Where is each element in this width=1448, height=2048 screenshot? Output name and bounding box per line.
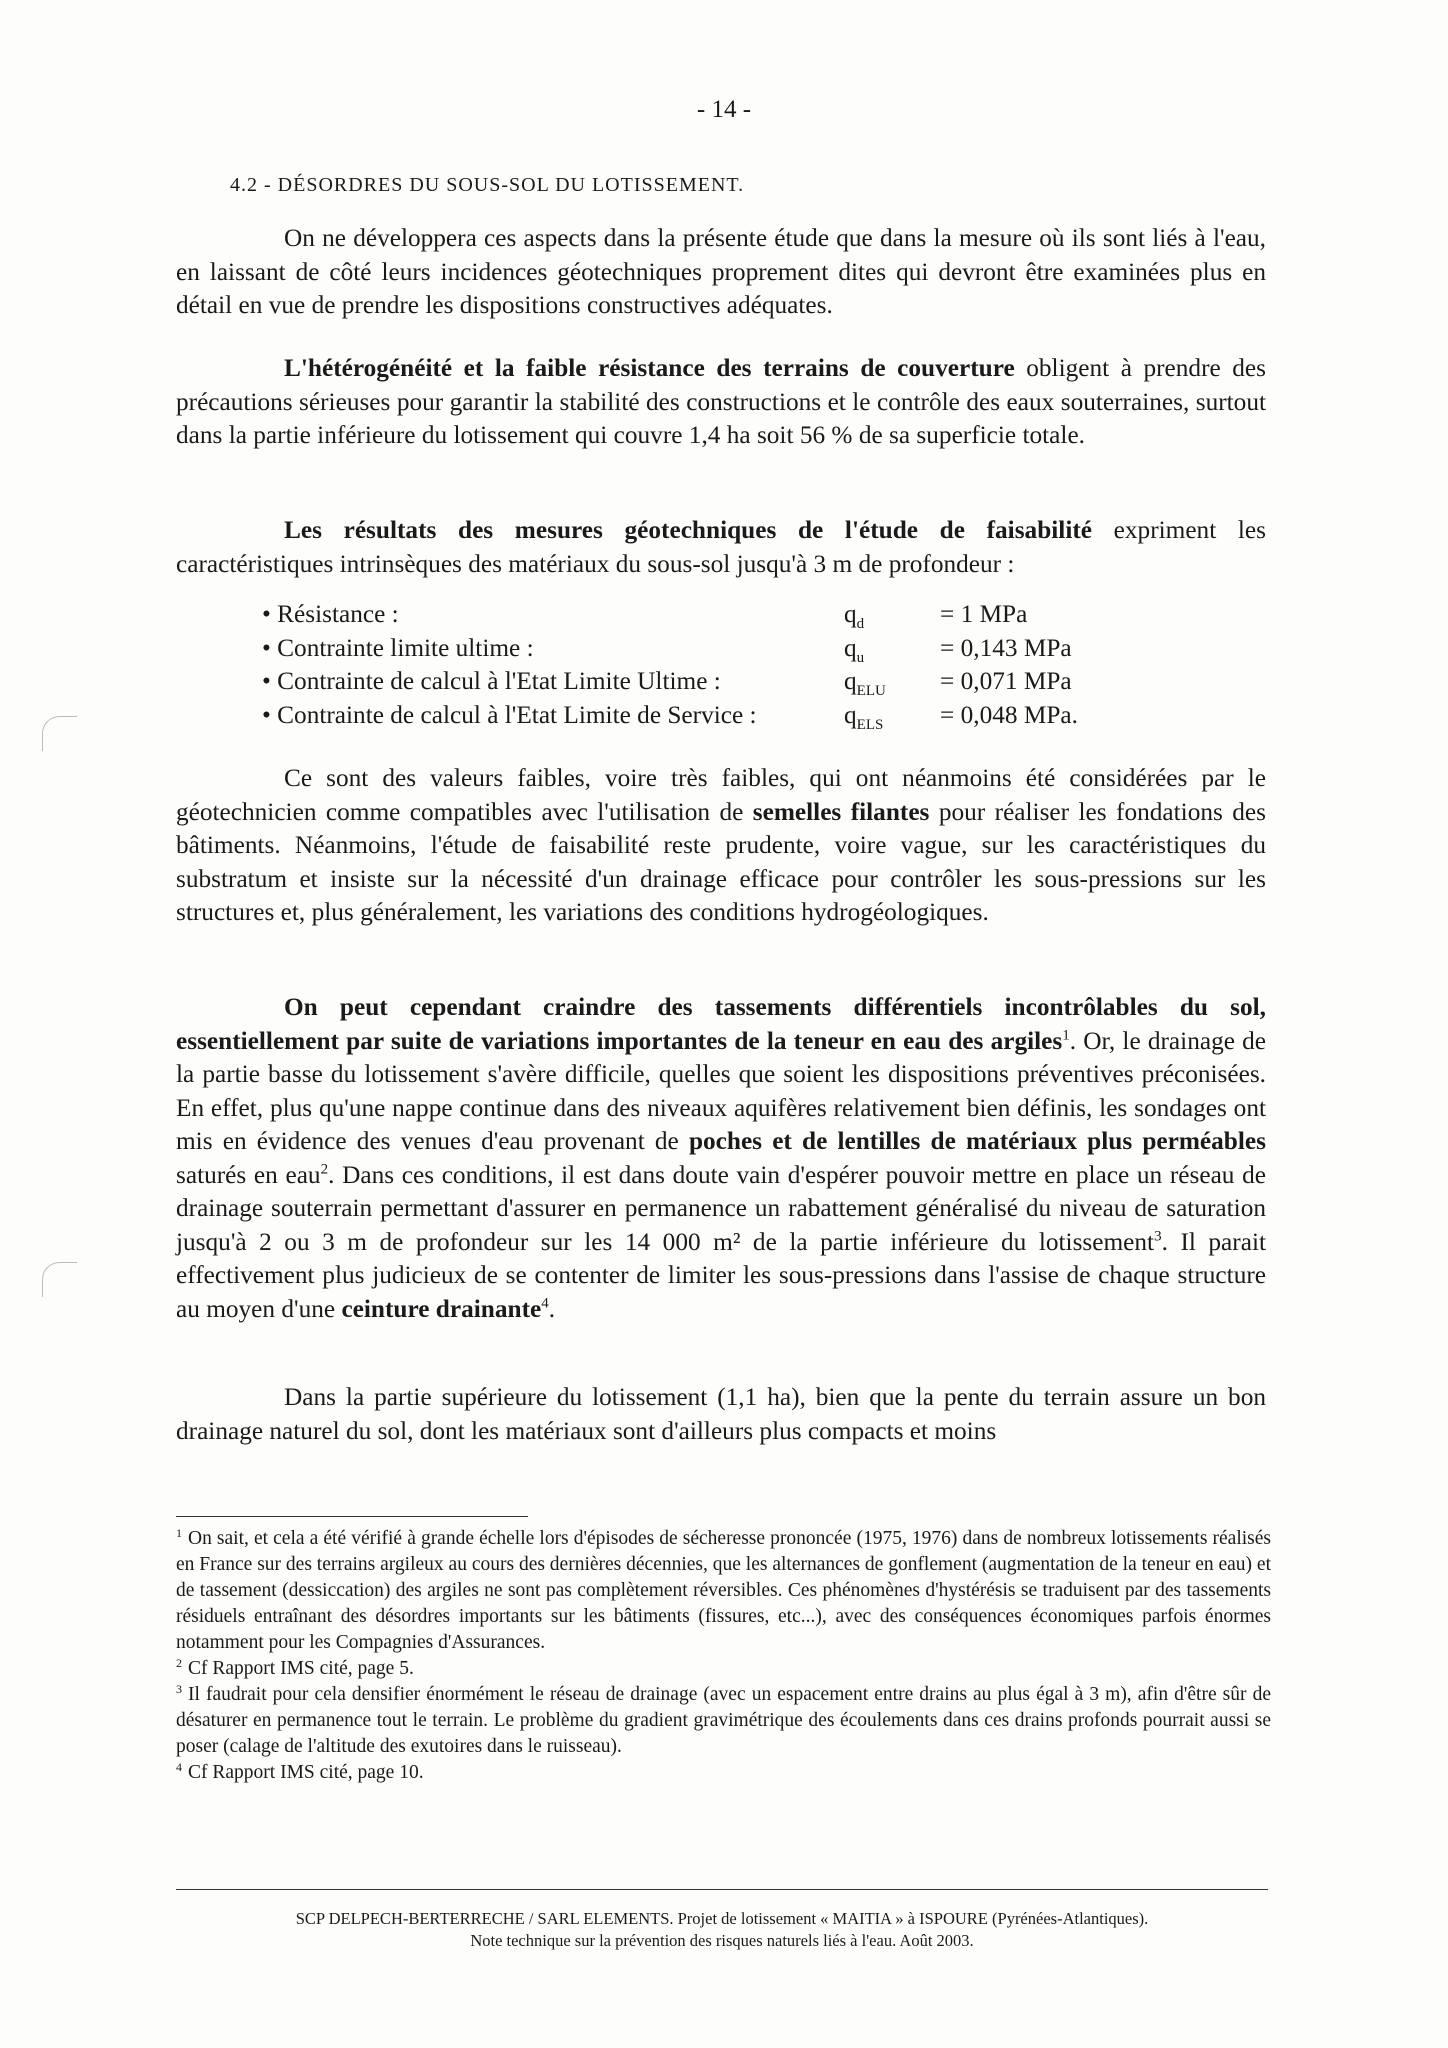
measure-label: • Contrainte de calcul à l'Etat Limite de Service : bbox=[262, 700, 757, 729]
measure-value: = 0,048 MPa. bbox=[940, 700, 1078, 729]
paragraph-upper-part bbox=[176, 1381, 1266, 1448]
footnote-divider bbox=[176, 1516, 528, 1517]
paragraph-settlements-bold: On peut cependant craindre des tassements différentiels incontrôlables du sol, essentiellement par suite de variations importantes de la teneur en eau des argiles bbox=[176, 993, 1266, 1055]
paragraph-values-bold: semelles filantes bbox=[752, 797, 930, 826]
measure-value: = 0,071 MPa bbox=[940, 667, 1072, 695]
page-number: - 14 - bbox=[696, 96, 752, 123]
footer-line-1: SCP DELPECH-BERTERRECHE / SARL ELEMENTS. Projet de lotissement « MAITIA » à ISPOURE (Pyrénées-Atlantiques). bbox=[295, 1909, 1149, 1928]
measure-symbol: $q_{ELU}$ bbox=[844, 667, 886, 700]
section-title: 4.2 - DÉSORDRES DU SOUS-SOL DU LOTISSEMENT. bbox=[230, 174, 745, 196]
measure-label: • Contrainte limite ultime : bbox=[262, 633, 534, 662]
measure-label: • Contrainte de calcul à l'Etat Limite Ultime : bbox=[262, 667, 721, 695]
footer-line-2: Note technique sur la prévention des risques naturels liés à l'eau. Août 2003. bbox=[470, 1931, 974, 1950]
footnote: $^3$ Il faudrait pour cela densifier énormément le réseau de drainage (avec un espacement entre drains au plus égal à 3 m), afin d'être sûr de désaturer en permanence tout le terrain. Le problème du gradient gravimétrique des écoulements dans ces drains profonds pourrait aussi se poser (calage de l'altitude des exutoires dans le ruisseau). bbox=[176, 1681, 1271, 1757]
paragraph-results bbox=[176, 514, 1266, 581]
footnote-ref[interactable]: 1 bbox=[1062, 1027, 1070, 1044]
footnote-ref[interactable]: 3 bbox=[1154, 1228, 1162, 1245]
measure-value: = 1 MPa bbox=[940, 600, 1028, 628]
binder-hole-mark bbox=[42, 716, 77, 751]
measure-symbol: $q_u$ bbox=[844, 633, 865, 666]
binder-hole-mark bbox=[42, 1262, 77, 1297]
footnote-ref[interactable]: 2 bbox=[320, 1161, 329, 1178]
paragraph-heterogeneity-bold: L'hétérogénéité et la faible résistance des terrains de couverture bbox=[284, 354, 1015, 382]
paragraph-settlements: On peut cependant craindre des tassements différentiels incontrôlables du sol, essentiellement par suite de variations importantes de la teneur en eau des argiles$^1$. Or, le drainage de la partie basse du lotissement s'avère difficile, quelles que soient les dispositions préventives préconisées. En effet, plus qu'une nappe continue dans des niveaux aquifères relativement bien définis, les sondages ont mis en évidence des venues d'eau provenant de poches et de lentilles de matériaux plus perméables saturés en eau$^2$. Dans ces conditions, il est dans doute vain d'espérer pouvoir mettre en place un réseau de drainage souterrain permettant d'assurer en permanence un rabattement généralisé du niveau de saturation jusqu'à 2 ou 3 m de profondeur sur les 14 000 m² de la partie inférieure du lotissement$^3$. Il parait effectivement plus judicieux de se contenter de limiter les sous-pressions dans l'assise de chaque structure au moyen d'une ceinture drainante$^4$. bbox=[176, 993, 1266, 1323]
measure-value: = 0,143 MPa bbox=[940, 633, 1072, 662]
measures-list bbox=[262, 598, 1162, 732]
measure-row bbox=[262, 665, 1162, 699]
footer-divider bbox=[176, 1889, 1268, 1890]
paragraph-heterogeneity-text: obligent à prendre des précautions sérieuses pour garantir la stabilité des constructions et le contrôle des eaux souterraines, surtout dans la partie inférieure du lotissement qui couvre 1,4 ha soit 56 % de sa superficie totale. bbox=[176, 354, 1266, 449]
footnotes bbox=[176, 1526, 1271, 1786]
footnote: $^2$ Cf Rapport IMS cité, page 5. bbox=[176, 1655, 414, 1679]
measure-row bbox=[262, 699, 1162, 733]
footnote: $^4$ Cf Rapport IMS cité, page 10. bbox=[176, 1759, 424, 1783]
paragraph-intro bbox=[176, 222, 1266, 323]
measure-row bbox=[262, 632, 1162, 666]
footnote-ref[interactable]: 4 bbox=[541, 1295, 549, 1312]
measure-symbol: $q_{ELS}$ bbox=[844, 700, 884, 733]
paragraph-heterogeneity bbox=[176, 352, 1266, 453]
measure-symbol: $q_d$ bbox=[844, 600, 865, 633]
page-footer bbox=[176, 1908, 1268, 1952]
paragraph-intro-text: On ne développera ces aspects dans la présente étude que dans la mesure où ils sont liés à l'eau, en laissant de côté leurs incidences géotechniques proprement dites qui devront être examinées plus en détail en vue de prendre les dispositions constructives adéquates. bbox=[176, 224, 1266, 319]
paragraph-upper-part-text: Dans la partie supérieure du lotissement (1,1 ha), bien que la pente du terrain assure un bon drainage naturel du sol, dont les matériaux sont d'ailleurs plus compacts et moins bbox=[176, 1383, 1266, 1445]
footnote: $^1$ On sait, et cela a été vérifié à grande échelle lors d'épisodes de sécheresse prononcée (1975, 1976) dans de nombreux lotissements réalisés en France sur des terrains argileux au cours des dernières décennies, que les alternances de gonflement (augmentation de la teneur en eau) et de tassement (dessiccation) des argiles ne sont pas complètement réversibles. Ces phénomènes d'hystérésis se traduisent par des tassements résiduels entraînant des désordres importants sur les bâtiments (fissures, etc...), avec des conséquences économiques parfois énormes notamment pour les Compagnies d'Assurances. bbox=[176, 1525, 1271, 1653]
measure-label: • Résistance : bbox=[262, 600, 399, 628]
measure-row bbox=[262, 598, 1162, 632]
paragraph-results-text: expriment les caractéristiques intrinsèques des matériaux du sous-sol jusqu'à 3 m de profondeur : bbox=[176, 516, 1266, 578]
paragraph-values: Ce sont des valeurs faibles, voire très faibles, qui ont néanmoins été considérées par le géotechnicien comme compatibles avec l'utilisation de semelles filantes pour réaliser les fondations des bâtiments. Néanmoins, l'étude de faisabilité reste prudente, voire vague, sur les caractéristiques du substratum et insiste sur la nécessité d'un drainage efficace pour contrôler les sous-pressions sur les structures et, plus généralement, les variations des conditions hydrogéologiques. bbox=[176, 764, 1267, 926]
paragraph-results-bold: Les résultats des mesures géotechniques de l'étude de faisabilité bbox=[284, 516, 1093, 544]
